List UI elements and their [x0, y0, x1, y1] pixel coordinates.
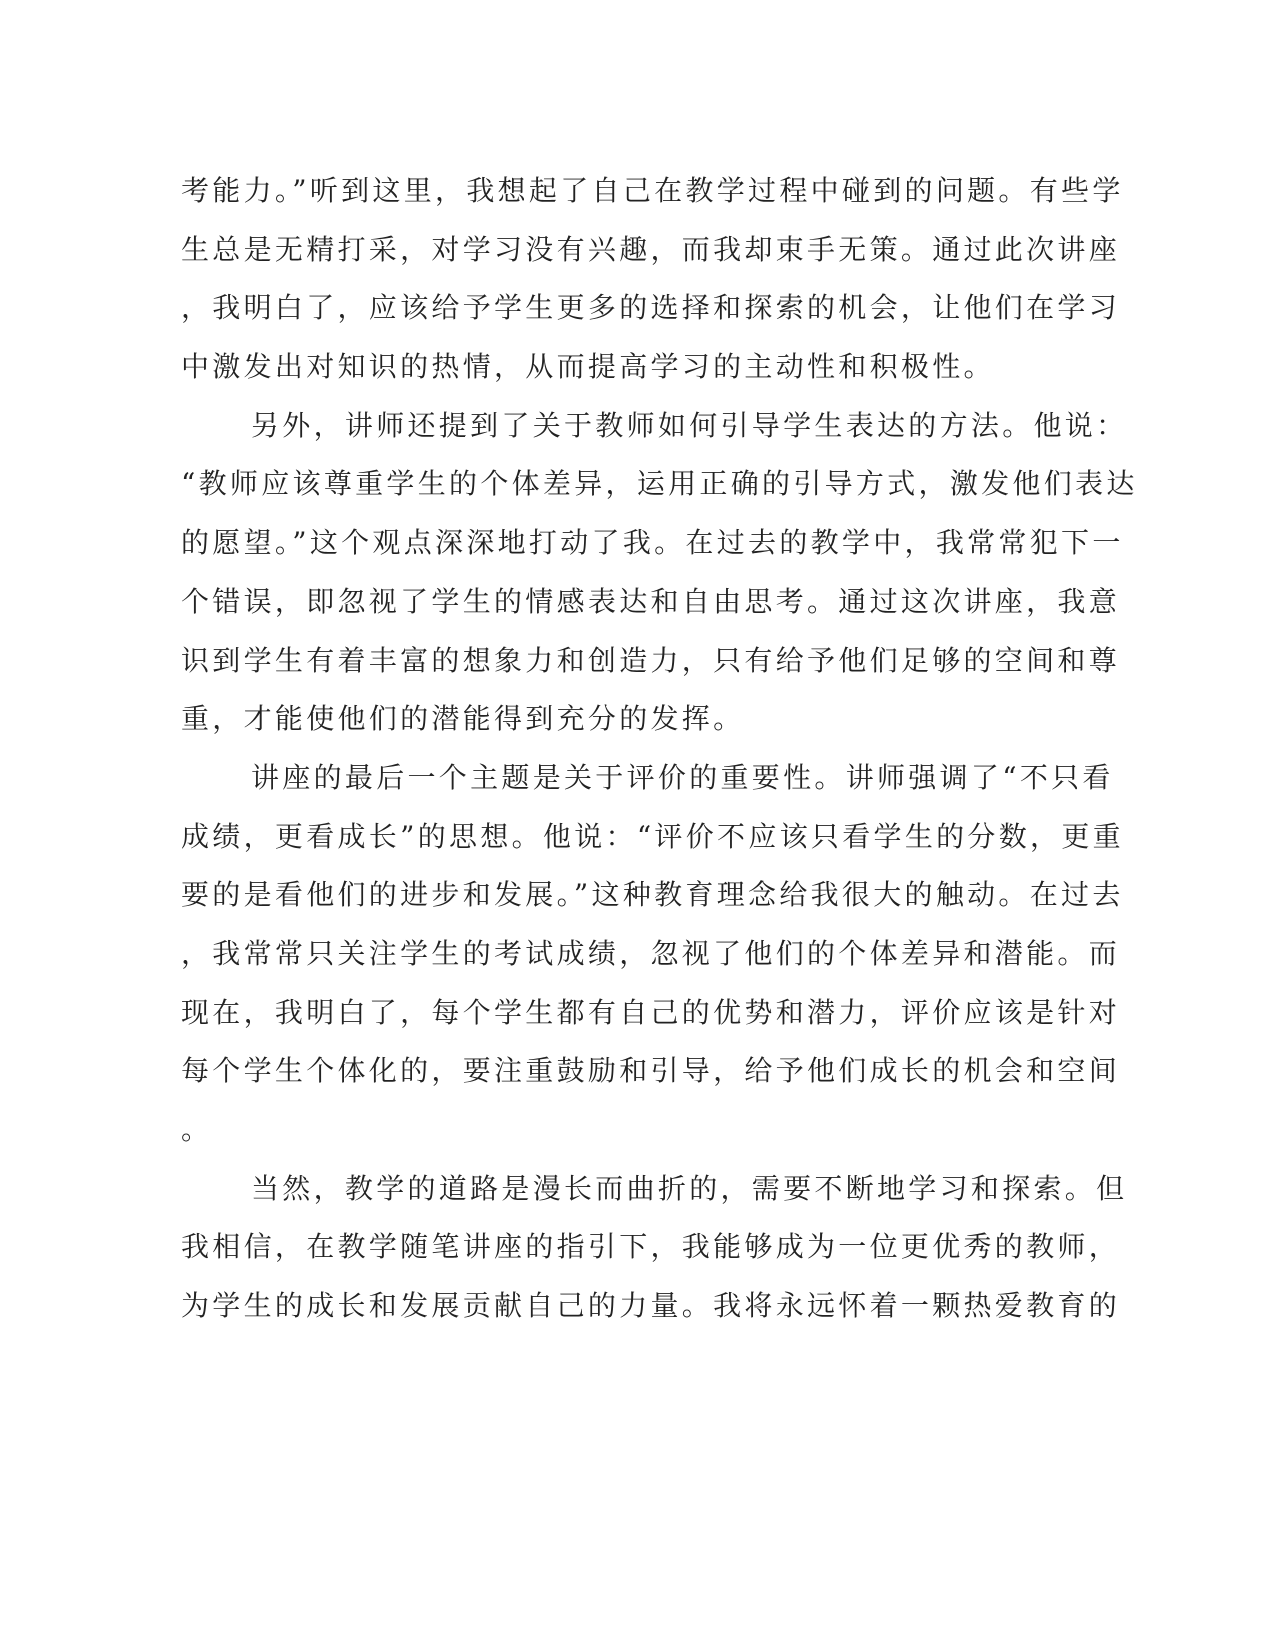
text-line: 考能力。”听到这里，我想起了自己在教学过程中碰到的问题。有些学 — [181, 174, 1124, 207]
text-line: ，我明白了，应该给予学生更多的选择和探索的机会，让他们在学习 — [181, 291, 1121, 325]
text-line: 识到学生有着丰富的想象力和创造力，只有给予他们足够的空间和尊 — [181, 643, 1121, 677]
paragraph-first-line: 讲座的最后一个主题是关于评价的重要性。讲师强调了“不只看 — [251, 760, 1114, 794]
body-text — [181, 158, 1138, 1332]
text-line: 要的是看他们的进步和发展。”这种教育理念给我很大的触动。在过去 — [181, 878, 1124, 912]
text-line: 我相信，在教学随笔讲座的指引下，我能够成为一位更优秀的教师， — [181, 1230, 1121, 1264]
text-line: 的愿望。”这个观点深深地打动了我。在过去的教学中，我常常犯下一 — [181, 526, 1124, 560]
text-line: 成绩，更看成长”的思想。他说：“评价不应该只看学生的分数，更重 — [181, 819, 1124, 853]
text-line: ，我常常只关注学生的考试成绩，忽视了他们的个体差异和潜能。而 — [181, 936, 1121, 970]
paragraph-first-line: 当然，教学的道路是漫长而曲折的，需要不断地学习和探索。但 — [251, 1171, 1128, 1205]
text-line: 个错误，即忽视了学生的情感表达和自由思考。通过这次讲座，我意 — [181, 584, 1121, 618]
text-line: 。 — [181, 1113, 213, 1146]
text-line: 每个学生个体化的，要注重鼓励和引导，给予他们成长的机会和空间 — [181, 1054, 1121, 1088]
paragraph-first-line: 另外，讲师还提到了关于教师如何引导学生表达的方法。他说： — [251, 408, 1128, 442]
text-line: “教师应该尊重学生的个体差异，运用正确的引导方式，激发他们表达 — [181, 467, 1138, 501]
text-line: 现在，我明白了，每个学生都有自己的优势和潜力，评价应该是针对 — [181, 995, 1121, 1029]
text-line: 为学生的成长和发展贡献自己的力量。我将永远怀着一颗热爱教育的 — [181, 1289, 1121, 1323]
text-line: 重，才能使他们的潜能得到充分的发挥。 — [181, 702, 745, 736]
text-line: 生总是无精打采，对学习没有兴趣，而我却束手无策。通过此次讲座 — [181, 232, 1121, 266]
text-line: 中激发出对知识的热情，从而提高学习的主动性和积极性。 — [181, 350, 995, 384]
